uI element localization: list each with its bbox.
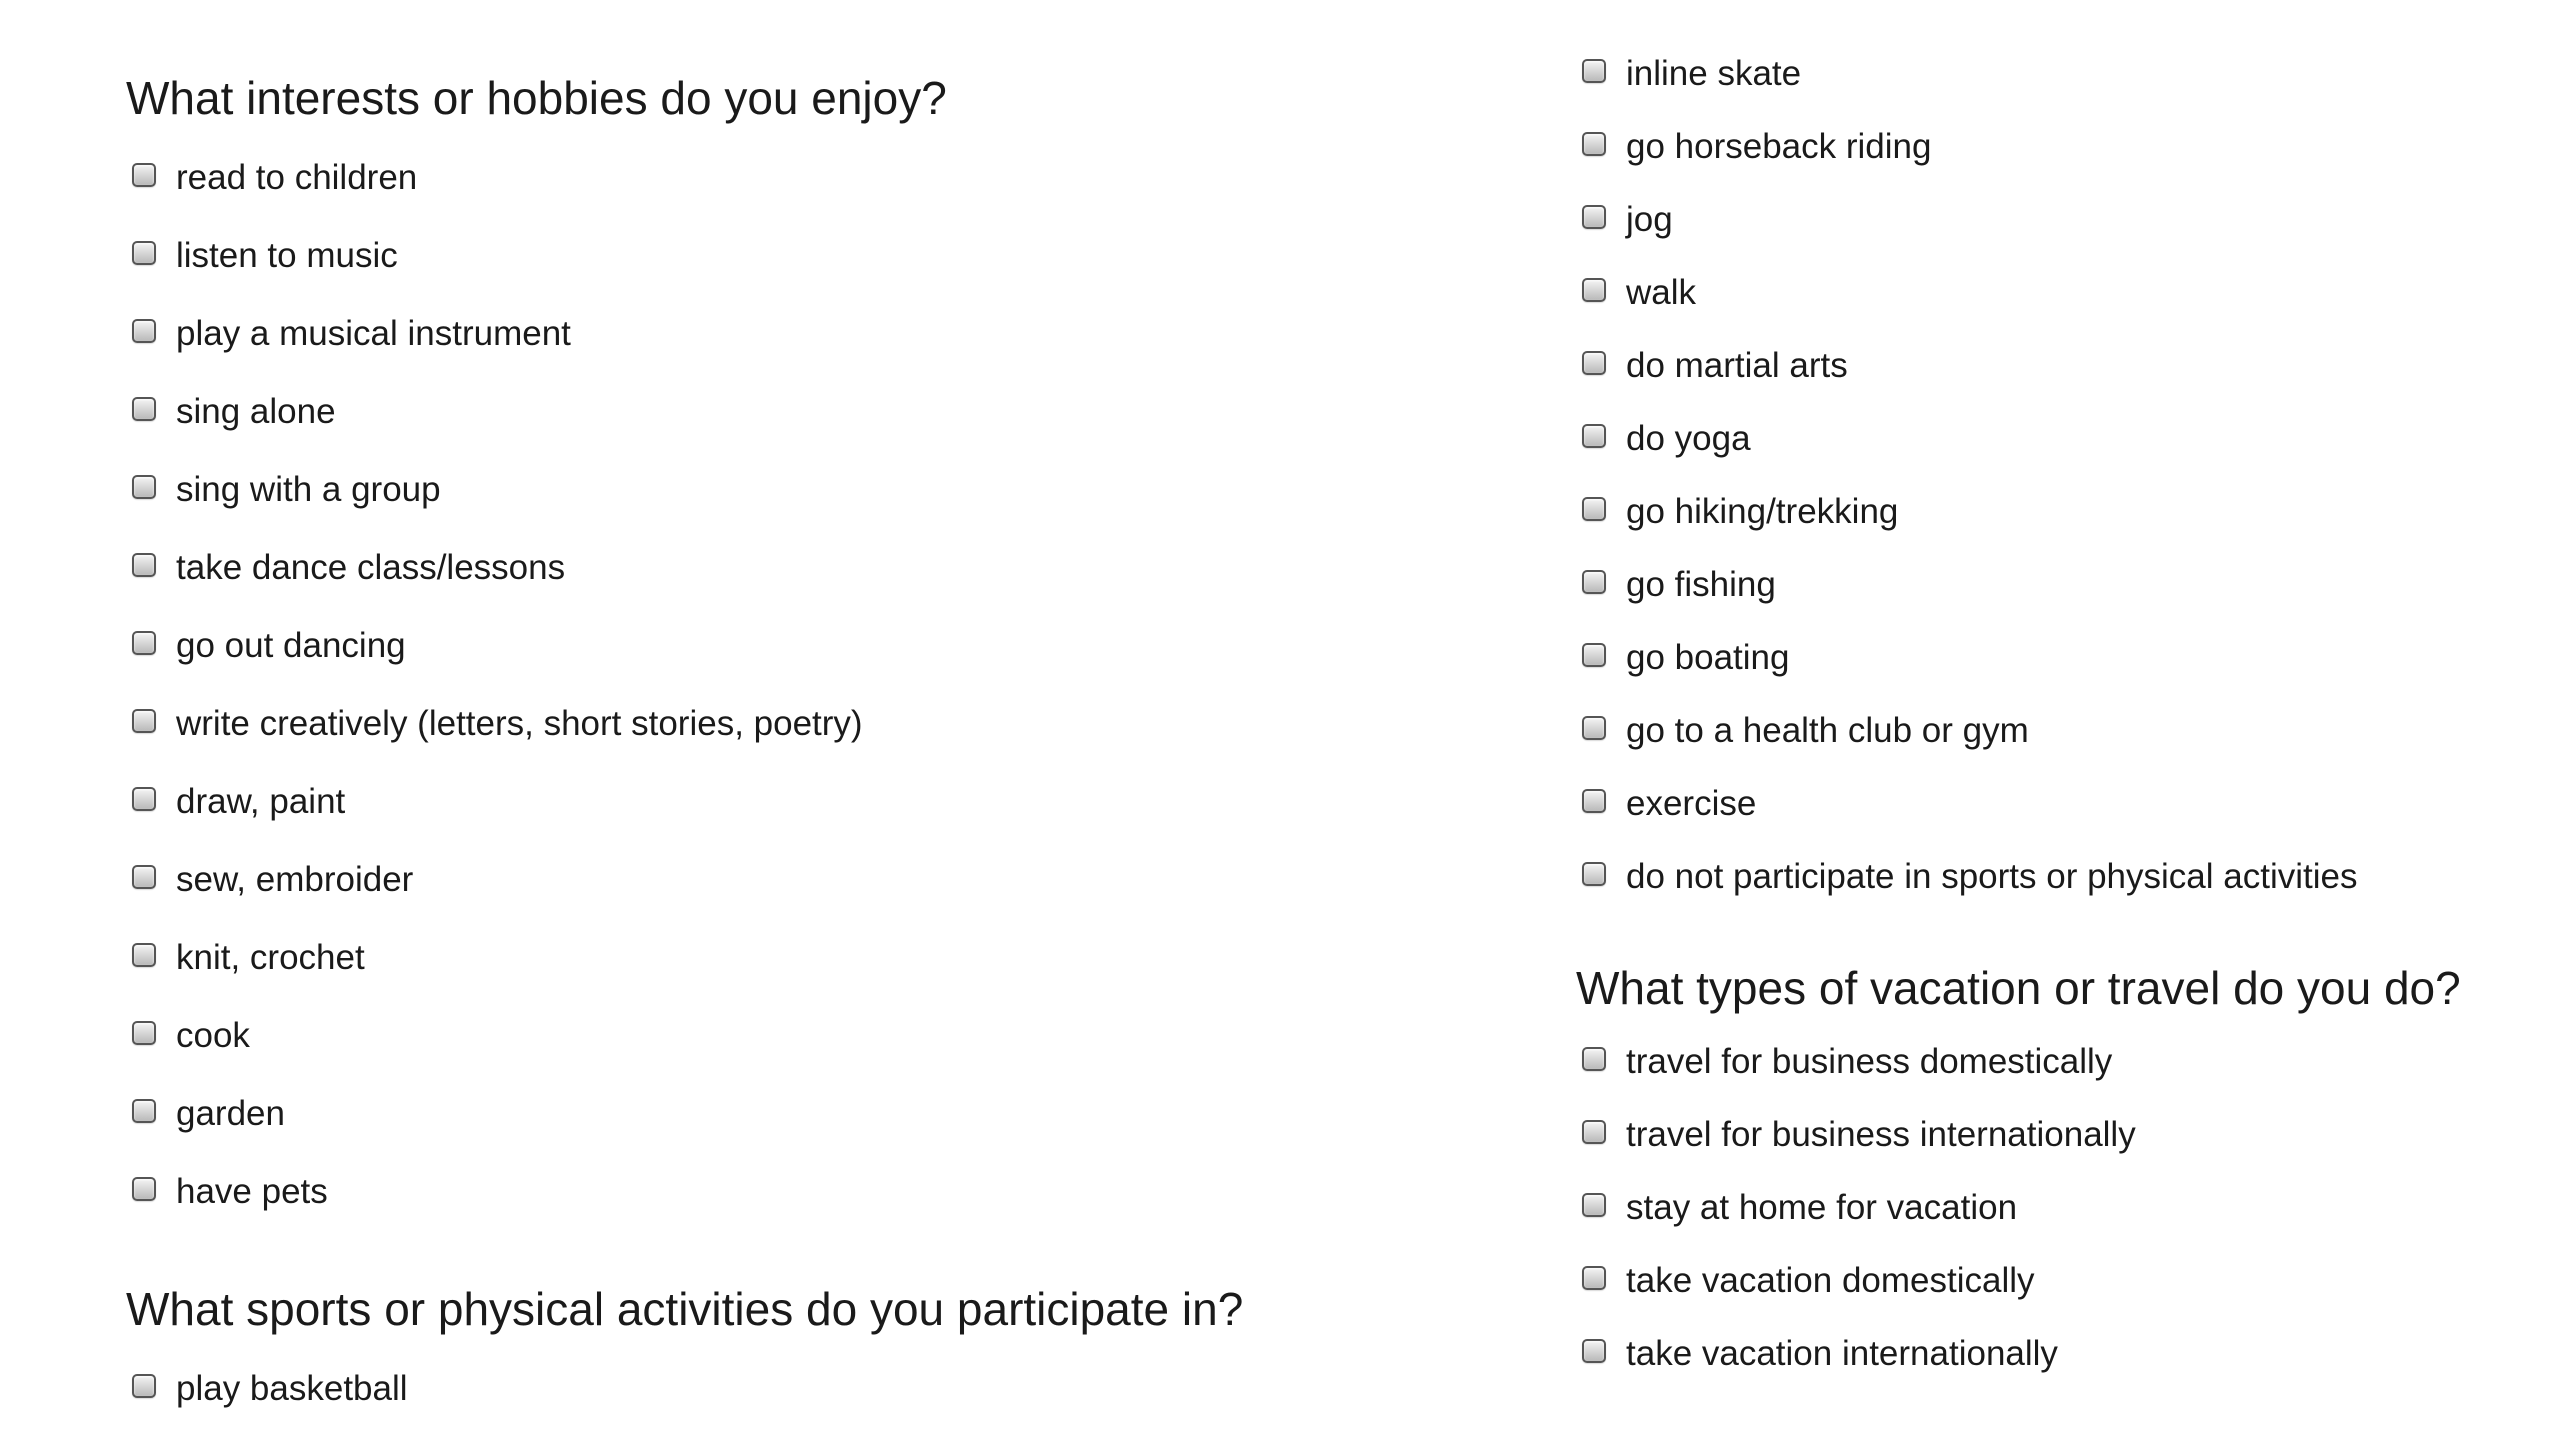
hobby-label: knit, crochet: [176, 938, 365, 977]
sport-label: go fishing: [1626, 565, 1776, 604]
travel-label: travel for business internationally: [1626, 1115, 2136, 1154]
sport-option-walk[interactable]: [1582, 269, 1696, 317]
hobby-checkbox-go-out-dancing[interactable]: [132, 631, 156, 655]
hobby-checkbox-have-pets[interactable]: [132, 1177, 156, 1201]
hobby-checkbox-read-to-children[interactable]: [132, 163, 156, 187]
sport-checkbox-exercise[interactable]: [1582, 789, 1606, 813]
hobby-label: have pets: [176, 1172, 328, 1211]
hobby-label: cook: [176, 1016, 250, 1055]
sport-option-do-not-participate[interactable]: [1582, 853, 2357, 901]
hobby-option-sew-embroider[interactable]: [132, 856, 413, 904]
hobby-checkbox-sing-alone[interactable]: [132, 397, 156, 421]
hobby-label: sing alone: [176, 392, 336, 431]
sport-option-exercise[interactable]: [1582, 780, 1756, 828]
sport-option-horseback-riding[interactable]: [1582, 123, 1931, 171]
travel-option-stay-home[interactable]: [1582, 1184, 2017, 1232]
sport-checkbox-martial-arts[interactable]: [1582, 351, 1606, 375]
sport-checkbox-yoga[interactable]: [1582, 424, 1606, 448]
sport-label: exercise: [1626, 784, 1757, 823]
travel-checkbox-stay-home[interactable]: [1582, 1193, 1606, 1217]
sport-checkbox-fishing[interactable]: [1582, 570, 1606, 594]
travel-checkbox-business-domestic[interactable]: [1582, 1047, 1606, 1071]
hobby-option-play-instrument[interactable]: [132, 310, 571, 358]
hobby-label: sew, embroider: [176, 860, 414, 899]
sport-label: go hiking/trekking: [1626, 492, 1899, 531]
hobby-label: read to children: [176, 158, 418, 197]
sport-option-yoga[interactable]: [1582, 415, 1751, 463]
sport-option-hiking-trekking[interactable]: [1582, 488, 1898, 536]
hobby-checkbox-draw-paint[interactable]: [132, 787, 156, 811]
sport-checkbox-walk[interactable]: [1582, 278, 1606, 302]
hobby-label: draw, paint: [176, 782, 346, 821]
sport-option-boating[interactable]: [1582, 634, 1789, 682]
travel-label: travel for business domestically: [1626, 1042, 2113, 1081]
sport-checkbox-jog[interactable]: [1582, 205, 1606, 229]
travel-label: take vacation internationally: [1626, 1334, 2058, 1373]
travel-checkbox-vacation-international[interactable]: [1582, 1339, 1606, 1363]
travel-option-vacation-international[interactable]: [1582, 1330, 2058, 1378]
sports-question-title: What sports or physical activities do you participate in?: [126, 1283, 1244, 1335]
travel-checkbox-vacation-domestic[interactable]: [1582, 1266, 1606, 1290]
sport-label: go boating: [1626, 638, 1790, 677]
sport-checkbox-play-basketball[interactable]: [132, 1374, 156, 1398]
travel-label: stay at home for vacation: [1626, 1188, 2018, 1227]
hobby-checkbox-sew-embroider[interactable]: [132, 865, 156, 889]
hobby-checkbox-listen-to-music[interactable]: [132, 241, 156, 265]
hobby-option-sing-alone[interactable]: [132, 388, 336, 436]
hobby-label: take dance class/lessons: [176, 548, 566, 587]
hobby-option-knit-crochet[interactable]: [132, 934, 365, 982]
sport-option-fishing[interactable]: [1582, 561, 1776, 609]
hobby-label: sing with a group: [176, 470, 441, 509]
hobby-option-dance-lessons[interactable]: [132, 544, 565, 592]
sport-label: do yoga: [1626, 419, 1751, 458]
hobby-option-go-out-dancing[interactable]: [132, 622, 406, 670]
travel-option-business-international[interactable]: [1582, 1111, 2136, 1159]
hobby-label: write creatively (letters, short stories, poetry): [176, 704, 863, 743]
sport-option-inline-skate[interactable]: [1582, 50, 1801, 98]
sport-label: walk: [1626, 273, 1697, 312]
sport-checkbox-do-not-participate[interactable]: [1582, 862, 1606, 886]
sport-option-play-basketball[interactable]: [132, 1365, 408, 1413]
hobby-option-have-pets[interactable]: [132, 1168, 328, 1216]
hobby-label: listen to music: [176, 236, 398, 275]
sport-checkbox-inline-skate[interactable]: [1582, 59, 1606, 83]
hobby-checkbox-cook[interactable]: [132, 1021, 156, 1045]
sport-checkbox-boating[interactable]: [1582, 643, 1606, 667]
hobby-checkbox-sing-with-group[interactable]: [132, 475, 156, 499]
sport-label: play basketball: [176, 1369, 408, 1408]
sport-option-jog[interactable]: [1582, 196, 1673, 244]
sport-label: inline skate: [1626, 54, 1802, 93]
sport-option-health-club-gym[interactable]: [1582, 707, 2029, 755]
sport-checkbox-hiking-trekking[interactable]: [1582, 497, 1606, 521]
hobby-checkbox-play-instrument[interactable]: [132, 319, 156, 343]
hobby-option-read-to-children[interactable]: [132, 154, 417, 202]
hobby-option-garden[interactable]: [132, 1090, 285, 1138]
sport-label: do martial arts: [1626, 346, 1848, 385]
travel-checkbox-business-international[interactable]: [1582, 1120, 1606, 1144]
hobby-label: go out dancing: [176, 626, 406, 665]
hobby-label: garden: [176, 1094, 285, 1133]
hobby-option-write-creatively[interactable]: [132, 700, 863, 748]
sport-checkbox-horseback-riding[interactable]: [1582, 132, 1606, 156]
sport-label: go horseback riding: [1626, 127, 1932, 166]
hobby-checkbox-write-creatively[interactable]: [132, 709, 156, 733]
hobby-option-cook[interactable]: [132, 1012, 250, 1060]
sport-label: do not participate in sports or physical activities: [1626, 857, 2358, 896]
travel-option-business-domestic[interactable]: [1582, 1038, 2112, 1086]
travel-question-title: What types of vacation or travel do you do?: [1576, 962, 2461, 1014]
travel-label: take vacation domestically: [1626, 1261, 2035, 1300]
hobby-option-draw-paint[interactable]: [132, 778, 345, 826]
hobby-checkbox-dance-lessons[interactable]: [132, 553, 156, 577]
sport-option-martial-arts[interactable]: [1582, 342, 1848, 390]
sport-label: go to a health club or gym: [1626, 711, 2029, 750]
hobby-checkbox-garden[interactable]: [132, 1099, 156, 1123]
hobbies-question-title: What interests or hobbies do you enjoy?: [126, 72, 947, 124]
hobby-option-sing-with-group[interactable]: [132, 466, 441, 514]
hobby-checkbox-knit-crochet[interactable]: [132, 943, 156, 967]
sport-label: jog: [1626, 200, 1673, 239]
hobby-label: play a musical instrument: [176, 314, 571, 353]
hobby-option-listen-to-music[interactable]: [132, 232, 398, 280]
sport-checkbox-health-club-gym[interactable]: [1582, 716, 1606, 740]
travel-option-vacation-domestic[interactable]: [1582, 1257, 2035, 1305]
